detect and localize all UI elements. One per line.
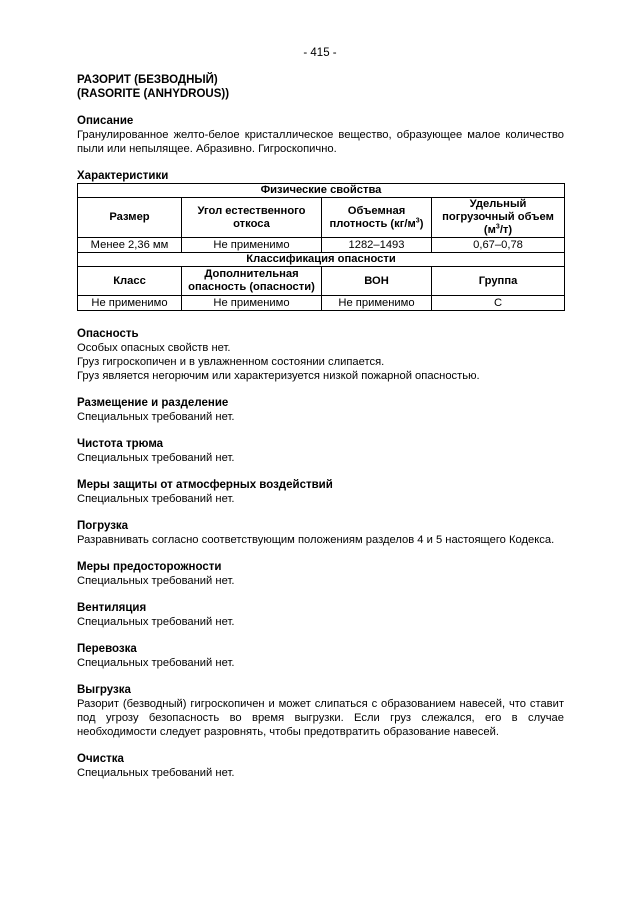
size-value: Менее 2,36 мм xyxy=(78,238,182,253)
hold-cleanliness-section xyxy=(77,437,564,465)
mhb-header: ВОН xyxy=(322,267,432,296)
hazard-line: Особых опасных свойств нет. xyxy=(77,342,231,354)
page-number: - 415 - xyxy=(303,47,337,59)
hazard-heading: Опасность xyxy=(77,328,139,340)
carriage-section xyxy=(77,642,564,670)
size-header: Размер xyxy=(78,198,182,238)
hazard-line: Груз гигроскопичен и в увлажненном состоянии слипается. xyxy=(77,356,385,368)
description-section xyxy=(77,114,564,156)
carriage-heading: Перевозка xyxy=(77,643,137,655)
stowage-factor-header-sup: 3 xyxy=(495,223,500,231)
clean-up-section xyxy=(77,752,564,780)
ventilation-heading: Вентиляция xyxy=(77,602,147,614)
subsidiary-hazard-header: Дополнительная опасность (опасности) xyxy=(182,267,322,296)
ventilation-section xyxy=(77,601,564,629)
characteristics-heading: Характеристики xyxy=(77,170,169,182)
cargo-title-ru: РАЗОРИТ (БЕЗВОДНЫЙ) xyxy=(77,74,218,86)
characteristics-table xyxy=(77,183,565,311)
hazard-line: Груз является негорючим или характеризуется низкой пожарной опасностью. xyxy=(77,370,480,382)
ventilation-text: Специальных требований нет. xyxy=(77,616,235,628)
carriage-text: Специальных требований нет. xyxy=(77,657,235,669)
physical-values-row xyxy=(78,238,565,253)
precautions-section xyxy=(77,560,564,588)
stowage-factor-header-end: /т) xyxy=(499,224,513,236)
weather-precautions-heading: Меры защиты от атмосферных воздействий xyxy=(77,479,333,491)
class-header: Класс xyxy=(78,267,182,296)
loading-text: Разравнивать согласно соответствующим положениям разделов 4 и 5 настоящего Кодекса. xyxy=(77,534,555,546)
discharge-section xyxy=(77,683,564,739)
mhb-value: Не применимо xyxy=(322,296,432,311)
document-body xyxy=(77,73,564,780)
group-value: С xyxy=(432,296,565,311)
bulk-density-header-sup: 3 xyxy=(415,216,420,224)
hazard-section xyxy=(77,327,564,383)
weather-precautions-text: Специальных требований нет. xyxy=(77,493,235,505)
precautions-text: Специальных требований нет. xyxy=(77,575,235,587)
group-header: Группа xyxy=(432,267,565,296)
hazard-classification-title: Классификация опасности xyxy=(78,253,565,267)
loading-heading: Погрузка xyxy=(77,520,129,532)
discharge-heading: Выгрузка xyxy=(77,684,131,696)
angle-of-repose-header: Угол естественного откоса xyxy=(182,198,322,238)
physical-properties-title: Физические свойства xyxy=(78,184,565,198)
discharge-text: Разорит (безводный) гигроскопичен и может слипаться с образованием навесей, что ставит под угрозу безопасность во время выгрузки. Если груз слежался, его в случае необходимости следует разровнять, чтобы предотвратить образование навесей. xyxy=(77,698,564,738)
loading-section xyxy=(77,519,564,547)
bulk-density-header-text: Объемная плотность (кг/м xyxy=(329,204,416,230)
angle-of-repose-value: Не применимо xyxy=(182,238,322,253)
stowage-factor-header xyxy=(432,198,565,238)
description-text: Гранулированное желто-белое кристаллическое вещество, образующее малое количество пыли или непылящее. Абразивно. Гигроскопично. xyxy=(77,129,564,155)
cargo-title-en: (RASORITE (ANHYDROUS)) xyxy=(77,88,230,100)
clean-up-heading: Очистка xyxy=(77,753,124,765)
bulk-density-header xyxy=(322,198,432,238)
clean-up-text: Специальных требований нет. xyxy=(77,767,235,779)
class-value: Не применимо xyxy=(78,296,182,311)
stowage-segregation-heading: Размещение и разделение xyxy=(77,397,229,409)
subsidiary-hazard-value: Не применимо xyxy=(182,296,322,311)
stowage-factor-value: 0,67–0,78 xyxy=(432,238,565,253)
stowage-segregation-text: Специальных требований нет. xyxy=(77,411,235,423)
characteristics-section xyxy=(77,169,564,311)
hold-cleanliness-heading: Чистота трюма xyxy=(77,438,164,450)
description-heading: Описание xyxy=(77,115,134,127)
precautions-heading: Меры предосторожности xyxy=(77,561,222,573)
stowage-factor-header-text: Удельный погрузочный объем (м xyxy=(442,198,554,236)
hold-cleanliness-text: Специальных требований нет. xyxy=(77,452,235,464)
weather-precautions-section xyxy=(77,478,564,506)
bulk-density-value: 1282–1493 xyxy=(322,238,432,253)
hazard-values-row xyxy=(78,296,565,311)
bulk-density-header-end: ) xyxy=(419,217,424,230)
stowage-segregation-section xyxy=(77,396,564,424)
